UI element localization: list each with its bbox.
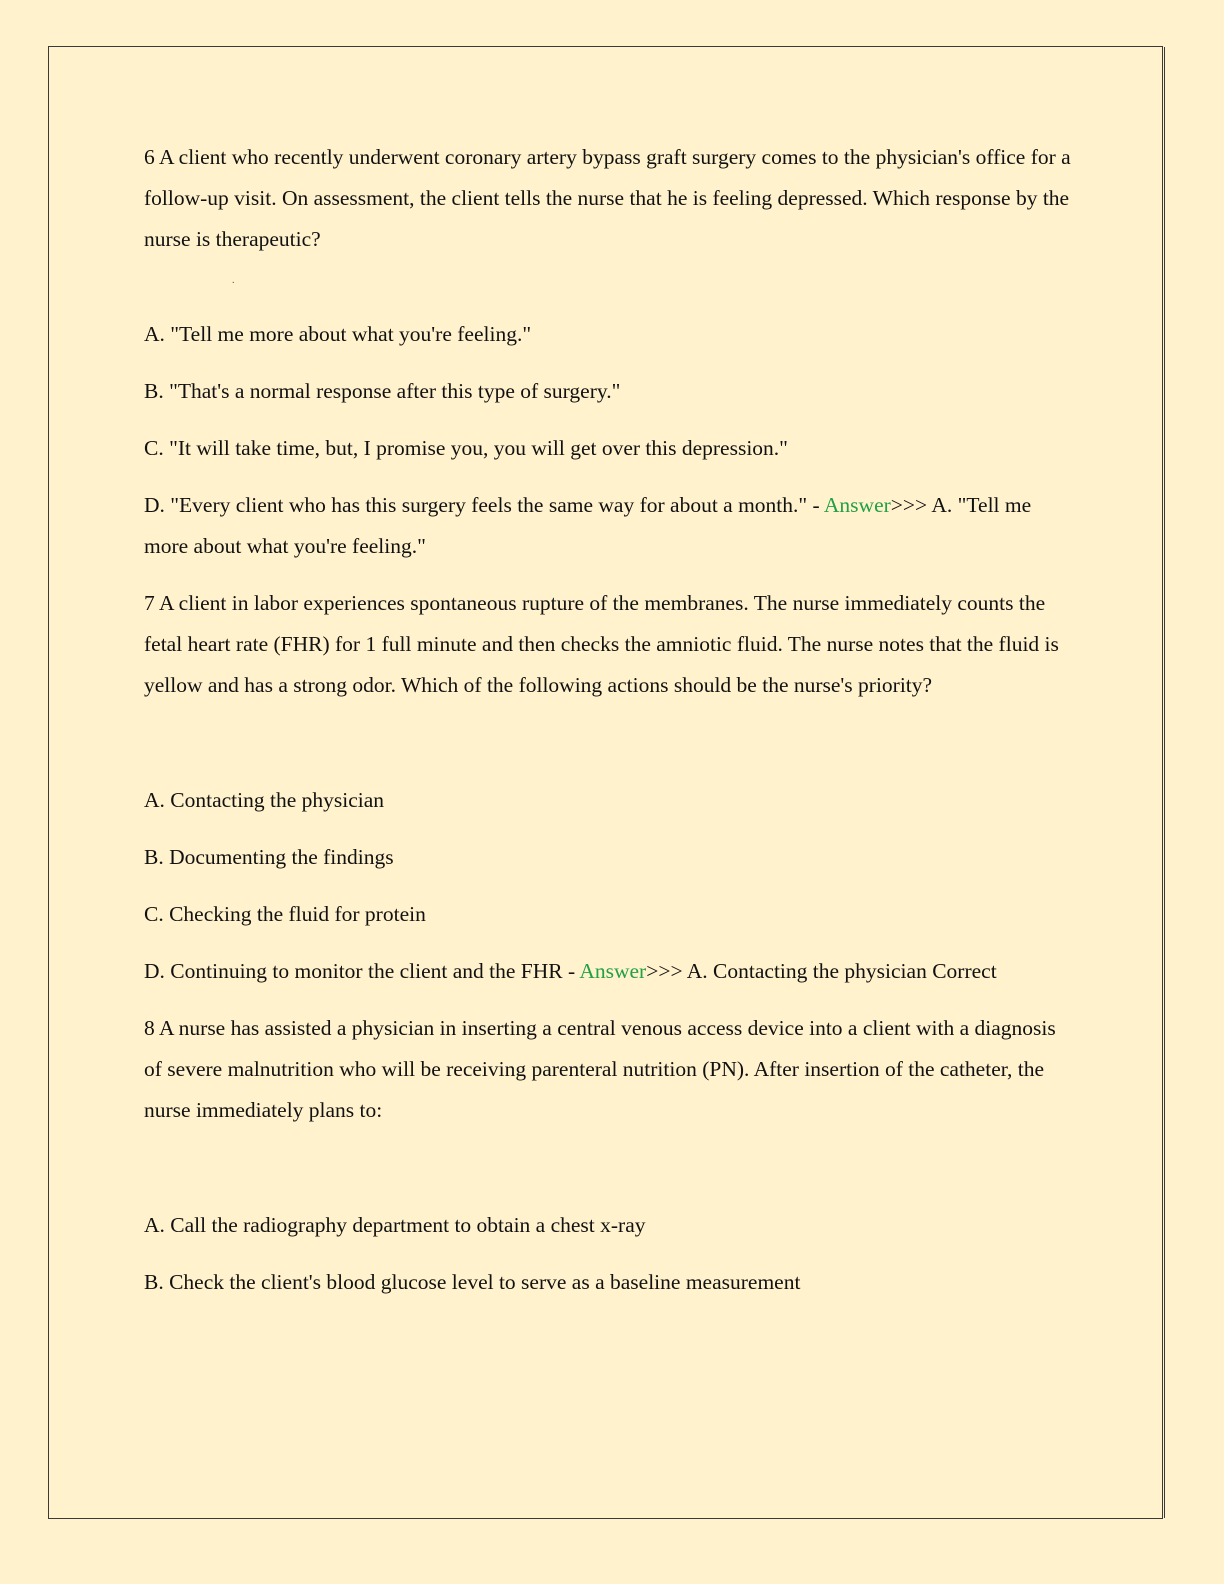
spacer xyxy=(144,1147,1074,1205)
document-content xyxy=(144,137,1074,1319)
stray-dot: . xyxy=(232,275,235,286)
question-7-option-b: B. Documenting the findings xyxy=(144,845,394,869)
question-7-answer-label: Answer xyxy=(579,959,647,983)
question-6-option-d-text: D. "Every client who has this surgery feels the same way for about a month." - xyxy=(144,493,824,517)
question-6-option-d xyxy=(144,485,1074,567)
question-6-option-c: C. "It will take time, but, I promise you, you will get over this depression." xyxy=(144,436,788,460)
question-7-option-c: C. Checking the fluid for protein xyxy=(144,902,426,926)
question-8-text: 8 A nurse has assisted a physician in inserting a central venous access device into a client with a diagnosis of severe malnutrition who will be receiving parenteral nutrition (PN). After insertion of the catheter, the nurse immediately plans to: xyxy=(144,1016,1056,1122)
question-7-option-d xyxy=(144,951,1074,992)
question-6-option-a: A. "Tell me more about what you're feeling." xyxy=(144,322,532,346)
question-6-text: 6 A client who recently underwent coronary artery bypass graft surgery comes to the physician's office for a follow-up visit. On assessment, the client tells the nurse that he is feeling depressed. Which response by the nurse is therapeutic? xyxy=(144,145,1071,251)
spacer xyxy=(144,722,1074,780)
stray-mark xyxy=(144,276,1074,294)
question-7-answer-text: >>> A. Contacting the physician Correct xyxy=(646,959,997,983)
question-7-option-d-text: D. Continuing to monitor the client and the FHR - xyxy=(144,959,580,983)
question-6-answer-label: Answer xyxy=(823,493,891,517)
question-6-answer-text: >>> A. "Tell me more about what you're feeling." xyxy=(144,493,1032,558)
question-8-option-a: A. Call the radiography department to obtain a chest x-ray xyxy=(144,1213,646,1237)
question-8-option-b: B. Check the client's blood glucose level to serve as a baseline measurement xyxy=(144,1270,801,1294)
question-7-text: 7 A client in labor experiences spontaneous rupture of the membranes. The nurse immediately counts the fetal heart rate (FHR) for 1 full minute and then checks the amniotic fluid. The nurse notes that the fluid is yellow and has a strong odor. Which of the following actions should be the nurse's priority? xyxy=(144,591,1059,697)
question-6-option-b: B. "That's a normal response after this type of surgery." xyxy=(144,379,621,403)
question-7-option-a: A. Contacting the physician xyxy=(144,788,385,812)
